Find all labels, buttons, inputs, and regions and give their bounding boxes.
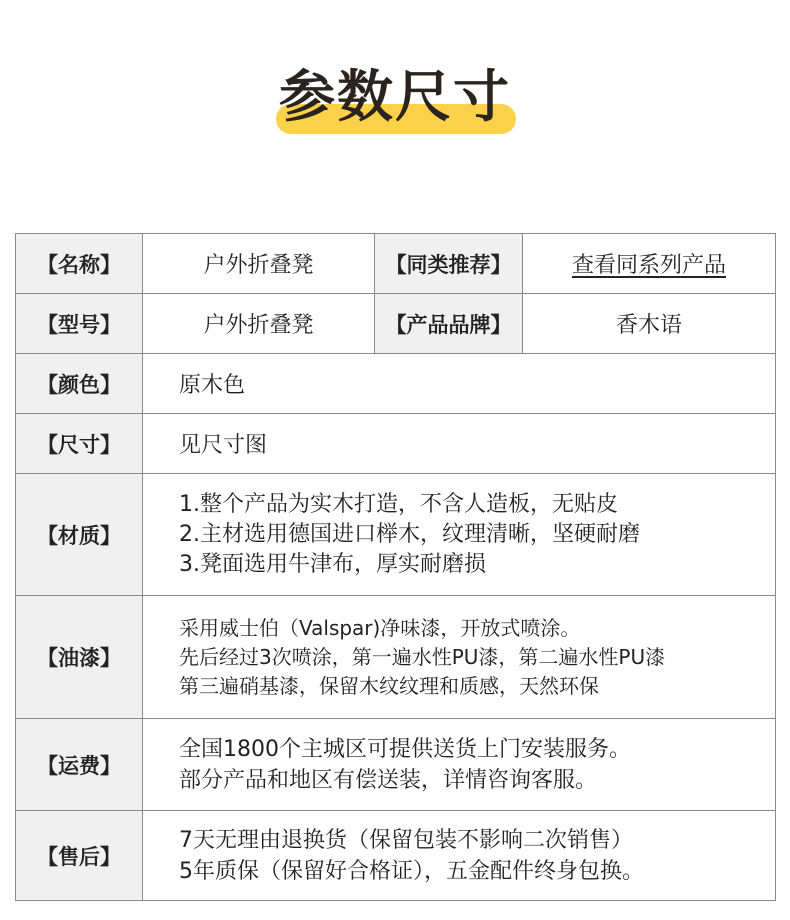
brand-value: 香木语 bbox=[523, 294, 776, 354]
recommend-cell bbox=[523, 234, 776, 294]
table-row bbox=[16, 596, 776, 719]
table-row bbox=[16, 474, 776, 596]
table-row bbox=[16, 354, 776, 414]
shipping-line: 部分产品和地区有偿送装，详情咨询客服。 bbox=[179, 767, 598, 793]
aftersale-line: 7天无理由退换货（保留包装不影响二次销售） bbox=[179, 827, 633, 853]
paint-value bbox=[143, 596, 776, 719]
section-title bbox=[0, 62, 790, 142]
recommend-label: 【同类推荐】 bbox=[375, 234, 523, 294]
paint-label: 【油漆】 bbox=[16, 596, 143, 719]
paint-line: 先后经过3次喷涂，第一遍水性PU漆，第二遍水性PU漆 bbox=[179, 644, 666, 669]
material-line: 2.主材选用德国进口榉木，纹理清晰，坚硬耐磨 bbox=[179, 521, 640, 547]
aftersale-value bbox=[143, 811, 776, 901]
table-row bbox=[16, 234, 776, 294]
material-value bbox=[143, 474, 776, 596]
model-value: 户外折叠凳 bbox=[143, 294, 375, 354]
brand-label: 【产品品牌】 bbox=[375, 294, 523, 354]
table-row bbox=[16, 294, 776, 354]
name-label: 【名称】 bbox=[16, 234, 143, 294]
params-table bbox=[15, 233, 776, 901]
material-line: 1.整个产品为实木打造，不含人造板，无贴皮 bbox=[179, 491, 618, 517]
paint-line: 采用威士伯（Valspar)净味漆，开放式喷涂。 bbox=[179, 615, 581, 640]
size-label: 【尺寸】 bbox=[16, 414, 143, 474]
page-title: 参数尺寸 bbox=[279, 65, 511, 130]
model-label: 【型号】 bbox=[16, 294, 143, 354]
color-label: 【颜色】 bbox=[16, 354, 143, 414]
material-line: 3.凳面选用牛津布，厚实耐磨损 bbox=[179, 551, 486, 577]
shipping-value bbox=[143, 719, 776, 811]
name-value: 户外折叠凳 bbox=[143, 234, 375, 294]
aftersale-label: 【售后】 bbox=[16, 811, 143, 901]
paint-line: 第三遍硝基漆，保留木纹纹理和质感，天然环保 bbox=[179, 673, 599, 698]
table-row bbox=[16, 811, 776, 901]
table-row bbox=[16, 414, 776, 474]
size-value: 见尺寸图 bbox=[143, 414, 776, 474]
material-label: 【材质】 bbox=[16, 474, 143, 596]
color-value: 原木色 bbox=[143, 354, 776, 414]
aftersale-line: 5年质保（保留好合格证），五金配件终身包换。 bbox=[179, 858, 644, 884]
table-row bbox=[16, 719, 776, 811]
shipping-label: 【运费】 bbox=[16, 719, 143, 811]
shipping-line: 全国1800个主城区可提供送货上门安装服务。 bbox=[179, 736, 631, 762]
view-series-link[interactable]: 查看同系列产品 bbox=[571, 253, 726, 278]
